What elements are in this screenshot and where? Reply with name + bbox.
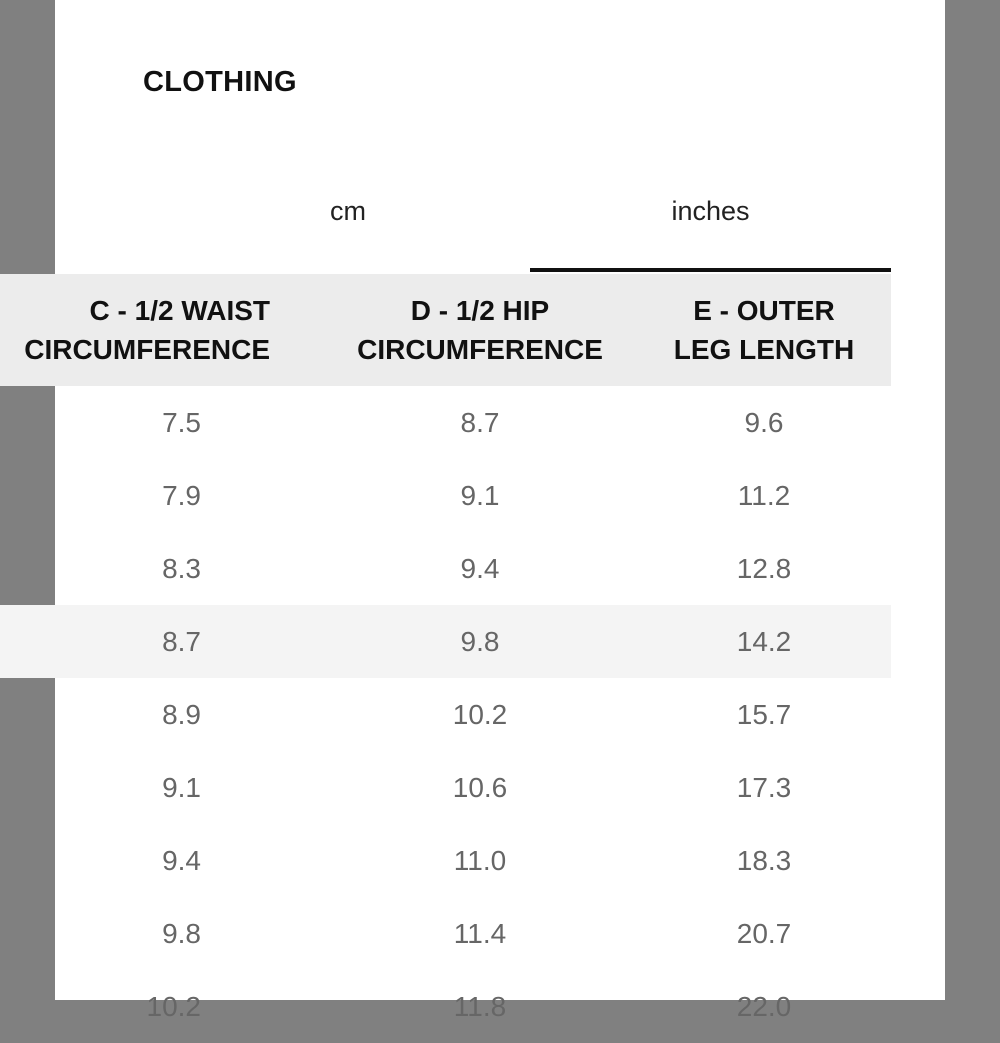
cell-hip: 11.0 — [453, 844, 507, 876]
table-row — [0, 897, 891, 970]
cell-hip: 8.7 — [460, 406, 500, 438]
cell-hip: 10.6 — [452, 771, 508, 803]
cell-waist: 10.2 — [146, 990, 201, 1022]
unit-tab-inches[interactable]: inches — [530, 192, 891, 272]
header-hip: D - 1/2 HIP CIRCUMFERENCE — [357, 295, 603, 365]
table-row — [0, 678, 891, 751]
header-outer-leg: E - OUTER LEG LENGTH — [673, 295, 855, 365]
table-row — [0, 532, 891, 605]
cell-outer-leg: 12.8 — [736, 552, 792, 584]
table-row — [0, 824, 891, 897]
cell-outer-leg: 11.2 — [737, 479, 791, 511]
table-row — [0, 459, 891, 532]
size-table — [0, 274, 891, 1043]
cell-outer-leg: 14.2 — [736, 625, 792, 657]
cell-outer-leg: 15.7 — [736, 698, 792, 730]
table-body — [0, 386, 891, 1043]
cell-waist: 8.7 — [162, 625, 201, 657]
cell-outer-leg: 9.6 — [744, 406, 784, 438]
header-waist: C - 1/2 WAIST CIRCUMFERENCE — [24, 295, 270, 365]
cell-outer-leg: 20.7 — [736, 917, 792, 949]
size-table-scroll-area[interactable] — [24, 274, 891, 1034]
cell-waist: 9.4 — [162, 844, 201, 876]
table-row — [0, 970, 891, 1043]
cell-hip: 9.1 — [460, 479, 500, 511]
cell-waist: 9.1 — [162, 771, 201, 803]
cell-hip: 11.8 — [453, 990, 507, 1022]
table-row — [0, 605, 891, 678]
cell-hip: 9.4 — [460, 552, 500, 584]
cell-waist: 9.8 — [162, 917, 201, 949]
size-guide-panel — [24, 0, 945, 1022]
table-row — [0, 751, 891, 824]
cell-hip: 10.2 — [452, 698, 508, 730]
table-row — [0, 386, 891, 459]
cell-hip: 9.8 — [460, 625, 500, 657]
cell-waist: 8.9 — [162, 698, 201, 730]
cell-waist: 7.9 — [162, 479, 201, 511]
unit-tab-cm[interactable]: cm — [330, 196, 366, 226]
cell-waist: 7.5 — [162, 406, 201, 438]
section-title: CLOTHING — [143, 66, 297, 98]
cell-waist: 8.3 — [162, 552, 201, 584]
cell-outer-leg: 18.3 — [736, 844, 792, 876]
table-header-row — [0, 274, 891, 386]
cell-outer-leg: 17.3 — [736, 771, 792, 803]
cell-hip: 11.4 — [453, 917, 507, 949]
cell-outer-leg: 22.0 — [736, 990, 792, 1022]
